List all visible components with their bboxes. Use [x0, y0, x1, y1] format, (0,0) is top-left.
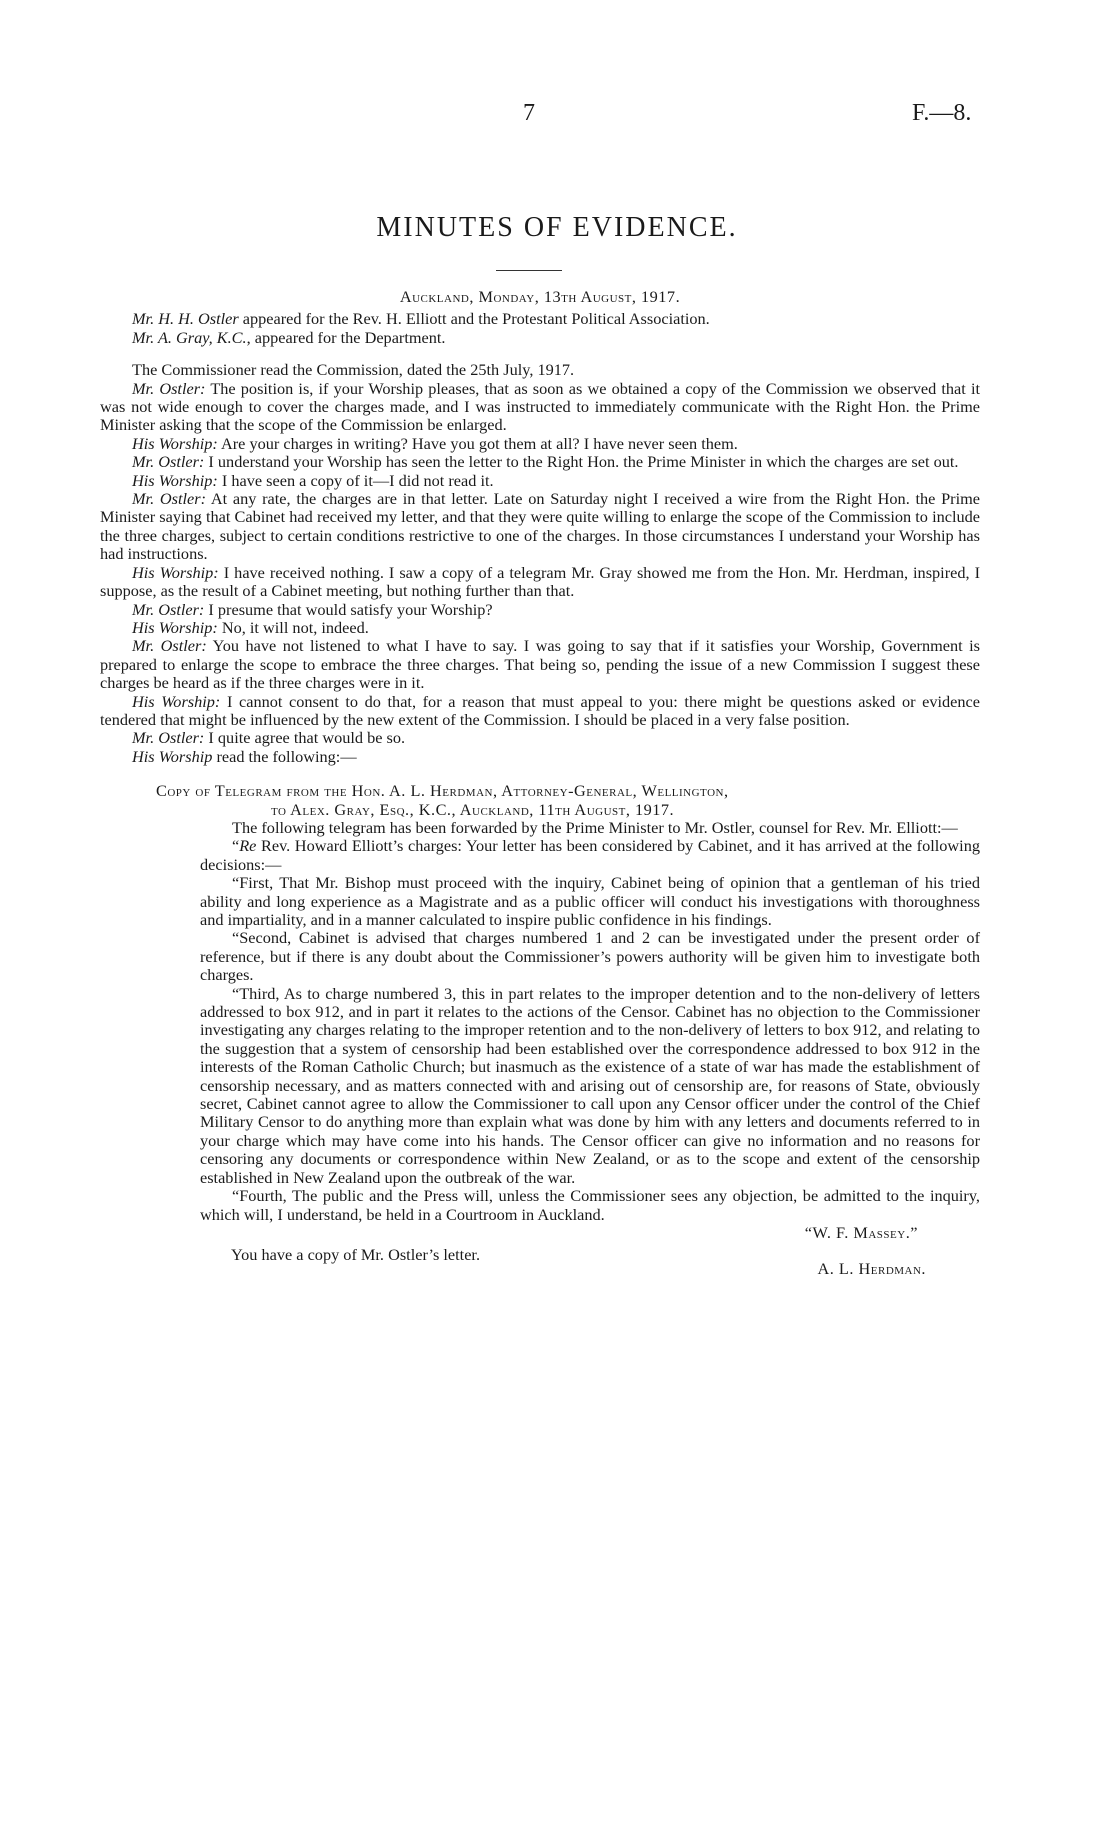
appearance-line	[100, 310, 980, 328]
speech: You have not listened to what I have to say. I was going to say that if it satisfies your Worship, Government is prepared to enlarge the scope to embrace the three charges. That being so, pending the issue of a new Commission I suggest these charges be heard as if the three charges were in it.	[100, 636, 980, 693]
exchange	[100, 490, 980, 564]
speech: I cannot consent to do that, for a reason that must appeal to you: there might be questions asked or evidence tendered that might be influenced by the new extent of the Commission. I should be placed in a very false position.	[100, 691, 980, 729]
telegram-lead: The following telegram has been forwarded by the Prime Minister to Mr. Ostler, counsel for Rev. Mr. Elliott:—	[232, 817, 958, 837]
exchange	[100, 564, 980, 601]
appearance-line	[100, 329, 980, 347]
exchange	[100, 601, 980, 619]
speaker: His Worship:	[132, 470, 218, 490]
page-title: MINUTES OF EVIDENCE.	[376, 212, 738, 243]
speaker: His Worship:	[132, 433, 218, 453]
decision-paragraph: “Third, As to charge numbered 3, this in part relates to the improper detention and to the non-delivery of letters addressed to box 912, and in part it relates to the actions of the Censor. Cabinet has no objection to the Commissioner investigating any charges relating to the improper retention and to the non-delivery of letters to box 912, and relating to the suggestion that a system of censorship had been established over the correspondence addressed to box 912 in the interests of the Roman Catholic Church; but inasmuch as the existence of a state of war has made the establishment of censorship necessary, and as matters connected with and arising out of censorship are, for reasons of State, obviously secret, Cabinet cannot agree to allow the Commissioner to call upon any Censor officer under the control of the Chief Military Censor to do anything more than explain what was done by him with any letters and documents referred to in your charge which may have come into his hands. The Censor officer can give no information and no reasons for censoring any documents or correspondence within New Zealand, or as to the scope and extent of the censorship established in New Zealand upon the outbreak of the war.	[200, 983, 980, 1187]
exchange	[100, 619, 980, 637]
page-number: 7	[523, 100, 535, 126]
appearance-text: appeared for the Rev. H. Elliott and the Protestant Political Association.	[238, 309, 710, 329]
speaker: His Worship:	[132, 617, 218, 637]
exchange	[100, 748, 980, 766]
decision-paragraph: “Fourth, The public and the Press will, unless the Commissioner sees any objection, be admitted to the inquiry, which will, I understand, be held in a Courtroom in Auckland.	[200, 1186, 980, 1224]
speech: At any rate, the charges are in that letter. Late on Saturday night I received a wire from the Right Hon. the Prime Minister saying that Cabinet had received my letter, and that they were quite willing to enlarge the scope of the Commission to include the three charges, subject to certain conditions restrictive to one of the charges. In those circumstances I understand your Worship has had instructions.	[100, 489, 981, 564]
decision-paragraph: “First, That Mr. Bishop must proceed with the inquiry, Cabinet being of opinion that a gentleman of his tried ability and long experience as a Magistrate and as a public officer will conduct his investigations with thoroughness and impartiality, and in a manner calculated to inspire public confidence in his findings.	[200, 873, 980, 929]
re-word: Re	[239, 836, 257, 856]
exchange	[100, 435, 980, 453]
speech: I presume that would satisfy your Worship?	[204, 599, 493, 619]
telegram-re-paragraph	[200, 837, 980, 874]
exchange	[100, 729, 980, 747]
speech: I have received nothing. I saw a copy of a telegram Mr. Gray showed me from the Hon. Mr. Herdman, inspired, I suppose, as the result of a Cabinet meeting, but nothing further than that.	[100, 562, 980, 601]
counsel-name: Mr. A. Gray, K.C.	[132, 327, 247, 347]
signature: A. L. Herdman.	[817, 1259, 926, 1279]
telegram-heading-line: Copy of Telegram from the Hon. A. L. Herdman, Attorney-General, Wellington,	[156, 781, 729, 801]
re-text: Rev. Howard Elliott’s charges: Your letter has been considered by Cabinet, and it has arrived at the following decisions:—	[200, 836, 980, 874]
document-reference: F.—8.	[912, 100, 972, 126]
speaker: Mr. Ostler:	[132, 636, 207, 656]
counsel-name: Mr. H. H. Ostler	[132, 309, 239, 329]
exchange	[100, 380, 980, 435]
title-rule	[496, 270, 562, 271]
speaker: Mr. Ostler:	[132, 489, 207, 509]
speech: I quite agree that would be so.	[204, 728, 406, 748]
speaker: Mr. Ostler:	[132, 599, 205, 619]
intro-paragraph: The Commissioner read the Commission, dated the 25th July, 1917.	[132, 360, 575, 380]
open-quote: “	[232, 836, 240, 856]
speech: The position is, if your Worship pleases, that as soon as we obtained a copy of the Commission we observed that it was not wide enough to cover the charges made, and I was instructed to immediately communicate with the Right Hon. the Prime Minister asking that the scope of the Commission be enlarged.	[100, 378, 980, 435]
acknowledgement-row	[100, 1242, 980, 1278]
speaker: His Worship:	[132, 691, 221, 711]
document-body	[100, 288, 980, 1278]
telegram-body	[100, 819, 980, 1242]
speech: No, it will not, indeed.	[217, 617, 369, 637]
speaker: Mr. Ostler:	[132, 728, 205, 748]
dateline: Auckland, Monday, 13th August, 1917.	[399, 287, 681, 306]
telegram-heading-line: to Alex. Gray, Esq., K.C., Auckland, 11th August, 1917.	[271, 799, 675, 819]
exchange	[100, 693, 980, 730]
exchange	[100, 637, 980, 692]
speech: I have seen a copy of it—I did not read it.	[217, 470, 494, 490]
exchange	[100, 472, 980, 490]
appearance-text: , appeared for the Department.	[246, 327, 446, 347]
speech: I understand your Worship has seen the letter to the Right Hon. the Prime Minister in which the charges are set out.	[204, 452, 959, 472]
telegram-heading	[100, 782, 980, 819]
speaker: Mr. Ostler:	[132, 452, 205, 472]
decision-paragraph: “Second, Cabinet is advised that charges numbered 1 and 2 can be investigated under the present order of reference, but if there is any doubt about the Commissioner’s powers authority will be given him to investigate both charges.	[200, 928, 980, 985]
quoted-signature: “W. F. Massey.”	[804, 1222, 918, 1242]
exchange	[100, 453, 980, 471]
speech: Are your charges in writing? Have you got them at all? I have never seen them.	[217, 433, 738, 453]
speaker: His Worship	[132, 746, 213, 766]
speech: read the following:—	[212, 746, 357, 766]
acknowledgement: You have a copy of Mr. Ostler’s letter.	[231, 1245, 481, 1265]
speaker: His Worship:	[132, 562, 219, 582]
speaker: Mr. Ostler:	[132, 378, 206, 398]
